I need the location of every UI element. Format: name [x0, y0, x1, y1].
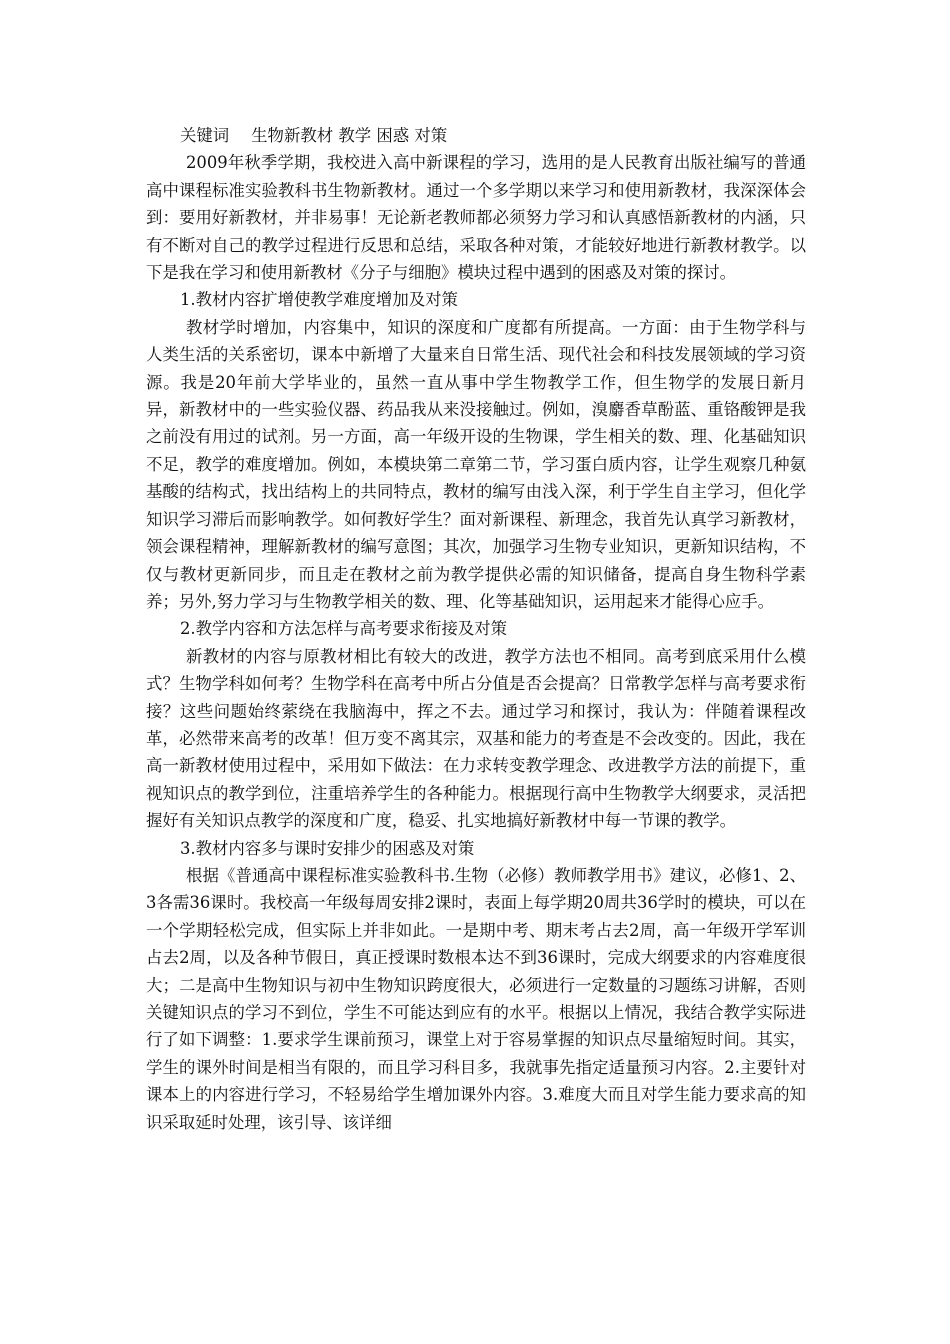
section-2-paragraph: 新教材的内容与原教材相比有较大的改进，教学方法也不相同。高考到底采用什么模式？生物学科如何考？生物学科在高考中所占分值是否会提高？日常教学怎样与高考要求衔接？这些问题始终萦绕在我脑海中，挥之不去。通过学习和探讨，我认为：伴随着课程改革，必然带来高考的改革！但万变不离其宗，双基和能力的考查是不会改变的。因此，我在高一新教材使用过程中，采用如下做法：在力求转变教学理念、改进教学方法的前提下，重视知识点的教学到位，注重培养学生的各种能力。根据现行高中生物教学大纲要求，灵活把握好有关知识点教学的深度和广度，稳妥、扎实地搞好新教材中每一节课的教学。	[146, 646, 806, 831]
document-body	[146, 122, 806, 1136]
keywords-value: 生物新教材 教学 困惑 对策	[251, 126, 448, 145]
section-heading-2: 2.教学内容和方法怎样与高考要求衔接及对策	[180, 619, 508, 639]
section-3-paragraph: 根据《普通高中课程标准实验教科书.生物（必修）教师教学用书》建议，必修1、2、3各需36课时。我校高一年级每周安排2课时，表面上每学期20周共36学时的模块，可以在一个学期轻松完成，但实际上并非如此。一是期中考、期末考占去2周，高一年级开学军训占去2周，以及各种节假日，真正授课时数根本达不到36课时，完成大纲要求的内容难度很大；二是高中生物知识与初中生物知识跨度很大，必须进行一定数量的习题练习讲解，否则关键知识点的学习不到位，学生不可能达到应有的水平。根据以上情况，我结合教学实际进行了如下调整：1.要求学生课前预习，课堂上对于容易掌握的知识点尽量缩短时间。其实，学生的课外时间是相当有限的，而且学习科目多，我就事先指定适量预习内容。2.主要针对课本上的内容进行学习，不轻易给学生增加课外内容。3.难度大而且对学生能力要求高的知识采取延时处理，该引导、该详细	[146, 865, 806, 1132]
intro-paragraph: 2009年秋季学期，我校进入高中新课程的学习，选用的是人民教育出版社编写的普通高中课程标准实验教科书生物新教材。通过一个多学期以来学习和使用新教材，我深深体会到：要用好新教材，并非易事！无论新老教师都必须努力学习和认真感悟新教材的内涵，只有不断对自己的教学过程进行反思和总结，采取各种对策，才能较好地进行新教材教学。以下是我在学习和使用新教材《分子与细胞》模块过程中遇到的困惑及对策的探讨。	[146, 153, 806, 283]
section-heading-1: 1.教材内容扩增使教学难度增加及对策	[180, 290, 458, 310]
keywords-line	[146, 122, 806, 149]
section-heading-3: 3.教材内容多与课时安排少的困惑及对策	[180, 838, 475, 858]
section-1-paragraph: 教材学时增加，内容集中，知识的深度和广度都有所提高。一方面：由于生物学科与人类生活的关系密切，课本中新增了大量来自日常生活、现代社会和科技发展领域的学习资源。我是20年前大学毕业的，虽然一直从事中学生物教学工作，但生物学的发展日新月异，新教材中的一些实验仪器、药品我从来没接触过。例如，溴麝香草酚蓝、重铬酸钾是我之前没有用过的试剂。另一方面，高一年级开设的生物课，学生相关的数、理、化基础知识不足，教学的难度增加。例如，本模块第二章第二节，学习蛋白质内容，让学生观察几种氨基酸的结构式，找出结构上的共同特点，教材的编写由浅入深，利于学生自主学习，但化学知识学习滞后而影响教学。如何教好学生？面对新课程、新理念，我首先认真学习新教材，领会课程精神，理解新教材的编写意图；其次，加强学习生物专业知识，更新知识结构，不仅与教材更新同步，而且走在教材之前为教学提供必需的知识储备，提高自身生物科学素养；另外,努力学习与生物教学相关的数、理、化等基础知识，运用起来才能得心应手。	[146, 317, 806, 611]
keywords-label: 关键词	[180, 126, 230, 145]
